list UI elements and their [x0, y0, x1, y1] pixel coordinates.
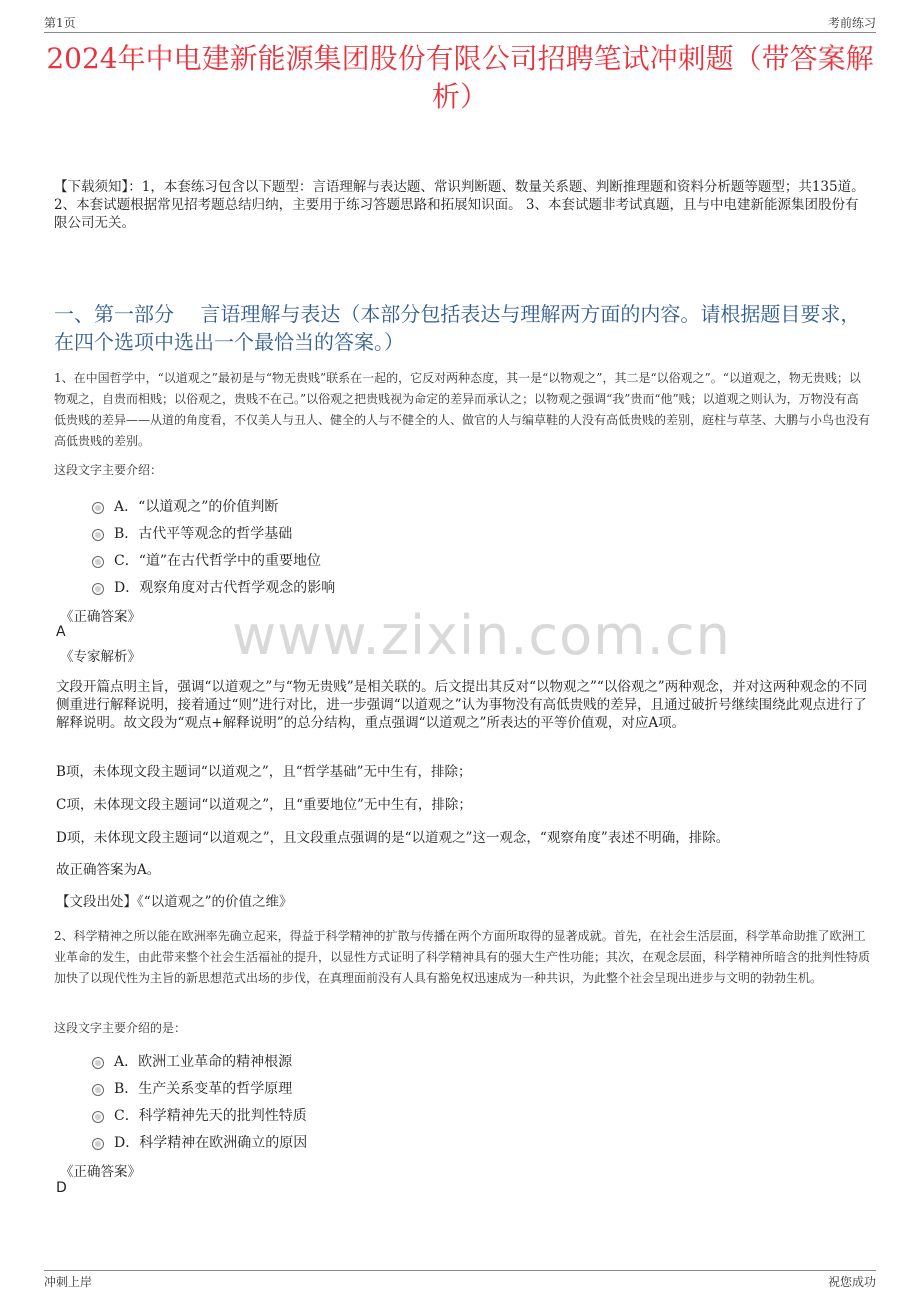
footer-right: 祝您成功: [827, 1275, 876, 1289]
question-2-options: [92, 1049, 792, 1157]
radio-icon[interactable]: [92, 502, 104, 514]
analysis-paragraph: 文段开篇点明主旨，强调“以道观之”与“物无贵贱”是相关联的。后文提出其反对“以物观之”“以俗观之”两种观念，并对这两种观念的不同侧重进行解释说明，接着通过“则”进行对比，进一步强调“以道观之”认为事物没有高低贵贱的差异，且通过破折号继续围绕此观点进行了解释说明。故文段为“观点+解释说明”的总分结构，重点强调“以道观之”所表达的平等价值观，对应A项。: [56, 679, 868, 731]
document-title: 2024年中电建新能源集团股份有限公司招聘笔试冲刺题（带答案解析）: [46, 42, 874, 113]
analysis-paragraph: C项，未体现文段主题词“以道观之”，且“重要地位”无中生有，排除；: [56, 797, 472, 813]
option-c[interactable]: [92, 548, 792, 575]
correct-answer: A: [56, 624, 66, 640]
page-number: 第1页: [44, 16, 76, 30]
option-label: C．“道”在古代哲学中的重要地位: [114, 553, 322, 569]
question-1-text: 1、在中国哲学中，“以道观之”最初是与“物无贵贱”联系在一起的，它反对两种态度，其一是“以物观之”，其二是“以俗观之”。“以道观之，物无贵贱；以物观之，自贵而相贱；以俗观之，贵贱不在己。”以俗观之把贵贱视为命定的差异而承认之；以物观之强调“我”贵而“他”贱；以道观之则认为，万物没有高低贵贱的差异——从道的角度看，不仅美人与丑人、健全的人与不健全的人、做官的人与编草鞋的人没有高低贵贱的差别，庭柱与草茎、大鹏与小鸟也没有高低贵贱的差别。: [54, 371, 871, 448]
page-footer: [44, 1270, 876, 1291]
download-notice: 【下载须知】：1，本套练习包含以下题型：言语理解与表达题、常识判断题、数量关系题、判断推理题和资料分析题等题型；共135道。 2、本套试题根据常见招考题总结归纳，主要用于练习答题思路和拓展知识面。 3、本套试题非考试真题，且与中电建新能源集团股份有限公司无关。: [54, 179, 865, 231]
option-label: D．观察角度对古代哲学观念的影响: [114, 580, 336, 596]
option-c[interactable]: [92, 1103, 792, 1130]
question-2-prompt: 这段文字主要介绍的是：: [54, 1021, 187, 1035]
option-d[interactable]: [92, 1130, 792, 1157]
option-b[interactable]: [92, 521, 792, 548]
correct-answer-label: 《正确答案》: [60, 1164, 141, 1180]
option-label: B．生产关系变革的哲学原理: [114, 1081, 293, 1097]
option-b[interactable]: [92, 1076, 792, 1103]
watermark: www.zixin.com.cn: [232, 604, 731, 667]
question-1-options: [92, 494, 792, 602]
expert-analysis-label: 《专家解析》: [60, 649, 141, 665]
radio-icon[interactable]: [92, 556, 104, 568]
radio-icon[interactable]: [92, 529, 104, 541]
analysis-paragraph: 故正确答案为A。: [56, 862, 161, 878]
option-label: A．“以道观之”的价值判断: [114, 499, 279, 515]
footer-left: 冲刺上岸: [44, 1275, 93, 1289]
question-2-text: 2、科学精神之所以能在欧洲率先确立起来，得益于科学精神的扩散与传播在两个方面所取得的显著成就。首先，在社会生活层面，科学革命助推了欧洲工业革命的发生，由此带来整个社会生活福祉的提升，以显性方式证明了科学精神具有的强大生产性功能；其次，在观念层面，科学精神所暗含的批判性特质加快了以现代性为主旨的新思想范式出场的步伐，在真理面前没有人具有豁免权迅速成为一种共识，为此整个社会呈现出进步与文明的勃勃生机。: [54, 929, 871, 985]
option-label: A．欧洲工业革命的精神根源: [114, 1054, 293, 1070]
header-tag: 考前练习: [827, 16, 876, 30]
radio-icon[interactable]: [92, 1111, 104, 1123]
radio-icon[interactable]: [92, 1057, 104, 1069]
option-label: B．古代平等观念的哲学基础: [114, 526, 293, 542]
option-d[interactable]: [92, 575, 792, 602]
page-header: [44, 12, 876, 33]
analysis-paragraph: B项，未体现文段主题词“以道观之”，且“哲学基础”无中生有，排除；: [56, 764, 472, 780]
source-citation: 【文段出处】《“以道观之”的价值之维》: [56, 894, 293, 910]
correct-answer: D: [56, 1180, 67, 1196]
option-label: D．科学精神在欧洲确立的原因: [114, 1135, 308, 1151]
option-a[interactable]: [92, 1049, 792, 1076]
radio-icon[interactable]: [92, 583, 104, 595]
correct-answer-label: 《正确答案》: [60, 609, 141, 625]
option-label: C．科学精神先天的批判性特质: [114, 1108, 307, 1124]
radio-icon[interactable]: [92, 1138, 104, 1150]
radio-icon[interactable]: [92, 1084, 104, 1096]
question-1-prompt: 这段文字主要介绍：: [54, 463, 163, 477]
option-a[interactable]: [92, 494, 792, 521]
section-heading: 一、第一部分 言语理解与表达（本部分包括表达与理解两方面的内容。请根据题目要求，在四个选项中选出一个最恰当的答案。）: [54, 302, 861, 354]
analysis-paragraph: D项，未体现文段主题词“以道观之”，且文段重点强调的是“以道观之”这一观念，“观察角度”表述不明确，排除。: [56, 830, 730, 846]
